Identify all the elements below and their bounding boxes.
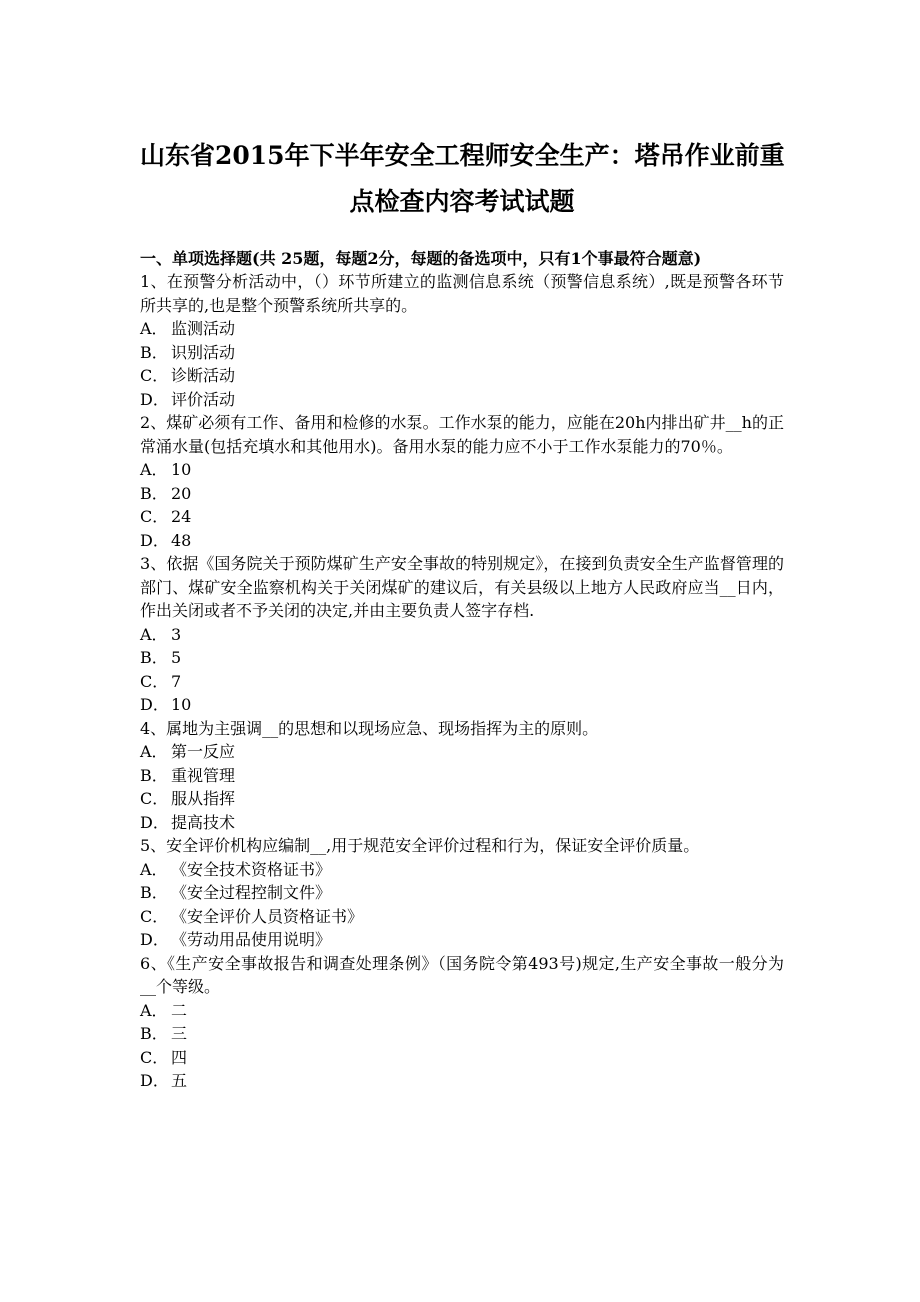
option-letter: A． [140, 742, 168, 761]
answer-option [140, 1046, 784, 1070]
answer-option [140, 764, 784, 788]
option-letter: B． [140, 483, 168, 503]
answer-option [140, 858, 784, 882]
option-text: 服从指挥 [171, 789, 236, 808]
option-letter: C． [140, 1047, 169, 1067]
question-1 [140, 270, 784, 411]
answer-option [140, 670, 784, 694]
answer-option [140, 881, 784, 905]
answer-option [140, 999, 784, 1023]
answer-option [140, 505, 784, 529]
option-text: 重视管理 [171, 765, 236, 785]
answer-option [140, 905, 784, 929]
answer-option [140, 1069, 784, 1093]
option-text: 《安全技术资格证书》 [171, 859, 332, 879]
option-text: 《劳动用品使用说明》 [171, 930, 332, 949]
document-title [140, 133, 784, 225]
option-letter: C． [140, 366, 169, 385]
question-5 [140, 834, 784, 952]
question-list [140, 270, 784, 1093]
option-letter: D． [140, 530, 169, 550]
option-text: 评价活动 [171, 389, 236, 409]
question-stem: 2、煤矿必须有工作、备用和检修的水泵。工作水泵的能力，应能在20h内排出矿井__h的正常涌水量(包括充填水和其他用水)。备用水泵的能力应不小于工作水泵能力的70％。 [140, 413, 784, 456]
question-3 [140, 552, 784, 717]
question-stem: 3、依据《国务院关于预防煤矿生产安全事故的特别规定》，在接到负责安全生产监督管理的部门、煤矿安全监察机构关于关闭煤矿的建议后，有关县级以上地方人民政府应当__日内，作出关闭或者不予关闭的决定,并由主要负责人签字存档. [140, 554, 784, 620]
option-text: 第一反应 [171, 742, 236, 761]
answer-option [140, 482, 784, 506]
option-letter: B． [140, 648, 168, 667]
option-letter: D． [140, 695, 169, 714]
option-letter: C． [140, 671, 169, 691]
option-text: 二 [171, 1000, 188, 1020]
question-stem: 5、安全评价机构应编制__,用于规范安全评价过程和行为，保证安全评价质量。 [140, 836, 700, 855]
question-stem: 6、《生产安全事故报告和调查处理条例》（国务院令第493号)规定,生产安全事故一般分为__个等级。 [140, 953, 784, 996]
option-text: 三 [171, 1024, 188, 1043]
answer-option [140, 1022, 784, 1046]
answer-option [140, 388, 784, 412]
answer-option [140, 623, 784, 647]
answer-option [140, 928, 784, 952]
option-letter: C． [140, 789, 169, 808]
option-text: 5 [171, 648, 182, 667]
answer-option [140, 341, 784, 365]
section-heading: 一、单项选择题(共 25题，每题2分，每题的备选项中，只有1个事最符合题意) [140, 249, 702, 268]
option-letter: B． [140, 1024, 168, 1043]
option-text: 识别活动 [171, 342, 236, 362]
question-stem: 1、在预警分析活动中，（）环节所建立的监测信息系统（预警信息系统）,既是预警各环节所共享的,也是整个预警系统所共享的。 [140, 272, 784, 315]
option-letter: C． [140, 906, 169, 926]
option-letter: D． [140, 930, 169, 949]
option-text: 10 [171, 695, 192, 714]
answer-option [140, 740, 784, 764]
option-letter: B． [140, 342, 168, 362]
answer-option [140, 317, 784, 341]
question-6 [140, 952, 784, 1093]
document-page [140, 0, 784, 1093]
option-letter: A． [140, 460, 168, 479]
option-letter: D． [140, 1071, 169, 1090]
question-2 [140, 411, 784, 552]
option-letter: B． [140, 883, 168, 902]
option-letter: D． [140, 389, 169, 409]
question-stem: 4、属地为主强调__的思想和以现场应急、现场指挥为主的原则。 [140, 718, 599, 738]
option-letter: B． [140, 765, 168, 785]
answer-option [140, 693, 784, 717]
answer-option [140, 646, 784, 670]
option-text: 48 [171, 530, 192, 550]
option-letter: C． [140, 507, 169, 526]
option-text: 《安全评价人员资格证书》 [171, 906, 364, 926]
option-letter: A． [140, 624, 168, 644]
option-letter: A． [140, 1000, 168, 1020]
option-letter: A． [140, 859, 168, 879]
question-4 [140, 717, 784, 835]
answer-option [140, 458, 784, 482]
answer-option [140, 529, 784, 553]
option-text: 监测活动 [171, 319, 236, 338]
option-text: 诊断活动 [171, 366, 236, 385]
option-text: 提高技术 [171, 812, 236, 832]
option-letter: A． [140, 319, 168, 338]
option-text: 3 [171, 624, 182, 644]
option-text: 五 [171, 1071, 188, 1090]
option-text: 7 [171, 671, 182, 691]
option-letter: D． [140, 812, 169, 832]
answer-option [140, 364, 784, 388]
option-text: 20 [171, 483, 192, 503]
option-text: 四 [171, 1047, 188, 1067]
document-title-line-2: 点检查内容考试试题 [349, 187, 575, 216]
document-title-line-1: 山东省2015年下半年安全工程师安全生产：塔吊作业前重 [140, 141, 785, 170]
option-text: 《安全过程控制文件》 [171, 883, 332, 902]
answer-option [140, 811, 784, 835]
answer-option [140, 787, 784, 811]
option-text: 10 [171, 460, 192, 479]
option-text: 24 [171, 507, 192, 526]
